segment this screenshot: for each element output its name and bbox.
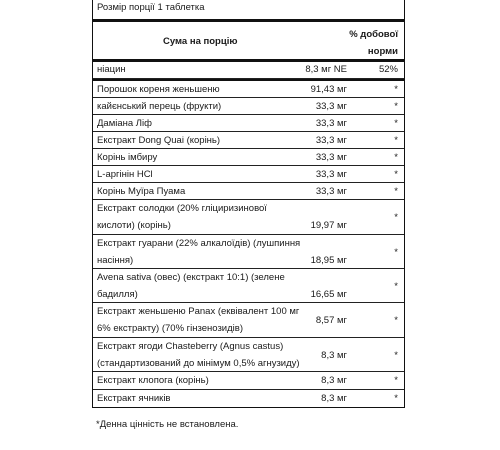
ingredient-daily-value: * [394,186,398,197]
ingredient-name: Avena sativa (овес) (екстракт 10:1) (зелене бадилля) [97,272,285,300]
table-row [93,200,404,235]
ingredient-daily-value: * [394,281,398,292]
table-row [93,81,404,98]
ingredient-daily-value: * [394,118,398,129]
table-row [93,61,404,79]
ingredient-name: кайєнський перець (фрукти) [97,101,222,112]
table-row [93,338,404,372]
ingredient-daily-value: * [394,247,398,258]
ingredient-daily-value: * [394,135,398,146]
ingredient-name: Екстракт клопога (корінь) [97,375,209,386]
table-row [93,269,404,303]
ingredient-amount: 91,43 мг [310,84,347,95]
ingredient-amount: 33,3 мг [315,169,347,180]
supplement-facts-table [92,0,405,408]
table-row [93,183,404,200]
ingredient-amount: 33,3 мг [315,118,347,129]
ingredient-name: Екстракт Dong Quai (корінь) [97,135,221,146]
daily-value-header-line1: % добової [349,29,398,40]
ingredient-daily-value: * [394,152,398,163]
ingredient-amount: 8,3 мг [321,393,347,404]
ingredient-amount: 33,3 мг [315,186,347,197]
ingredient-amount: 19,97 мг [310,220,347,231]
ingredient-name: Екстракт ягоди Chasteberry (Agnus castus) (стандартизований до мінімум 0,5% агнузиду) [97,341,300,369]
ingredient-amount: 16,65 мг [310,289,347,300]
ingredient-name: Корінь імбиру [97,152,158,163]
footnote: *Денна цінність не встановлена. [96,419,239,430]
ingredient-name: Екстракт женьшеню Panax (еквівалент 100 мг 6% екстракту) (70% гінзенозидів) [97,306,300,334]
table-row [93,149,404,166]
ingredient-amount: 8,3 мг [321,375,347,386]
ingredient-name: Порошок кореня женьшеню [97,84,220,95]
header-rule-top [93,19,404,22]
ingredient-daily-value: * [394,169,398,180]
daily-value-header-line2: норми [367,46,398,57]
amount-per-serving-header: Сума на порцію [163,36,238,47]
supplement-facts-panel [92,0,405,450]
ingredient-amount: 18,95 мг [310,255,347,266]
ingredient-name: Екстракт ячників [97,393,171,404]
ingredient-daily-value: 52% [378,64,398,75]
table-row [93,390,404,408]
ingredient-amount: 8,3 мг NE [305,64,347,75]
ingredient-name: Даміана Ліф [97,118,152,129]
table-row [93,372,404,390]
ingredient-amount: 8,3 мг [321,350,347,361]
ingredient-daily-value: * [394,84,398,95]
ingredient-name: Корінь Муїра Пуама [97,186,186,197]
table-row [93,115,404,132]
ingredient-daily-value: * [394,350,398,361]
ingredient-amount: 33,3 мг [315,152,347,163]
ingredient-daily-value: * [394,375,398,386]
ingredient-daily-value: * [394,315,398,326]
table-row [93,166,404,183]
ingredient-daily-value: * [394,393,398,404]
table-row [93,303,404,338]
table-row [93,132,404,149]
ingredient-amount: 33,3 мг [315,135,347,146]
ingredient-name: Екстракт гуарани (22% алкалоїдів) (лушпиння насіння) [97,238,301,266]
serving-size: Розмір порції 1 таблетка [97,2,205,13]
ingredient-daily-value: * [394,212,398,223]
table-row [93,235,404,269]
ingredient-amount: 33,3 мг [315,101,347,112]
table-row [93,98,404,115]
daily-value-header [346,26,398,60]
ingredient-name: ніацин [97,64,126,75]
ingredient-daily-value: * [394,101,398,112]
ingredient-name: L-аргінін HCl [97,169,153,180]
ingredient-amount: 8,57 мг [315,315,347,326]
ingredient-name: Екстракт солодки (20% гліциризинової кислоти) (корінь) [97,203,267,231]
